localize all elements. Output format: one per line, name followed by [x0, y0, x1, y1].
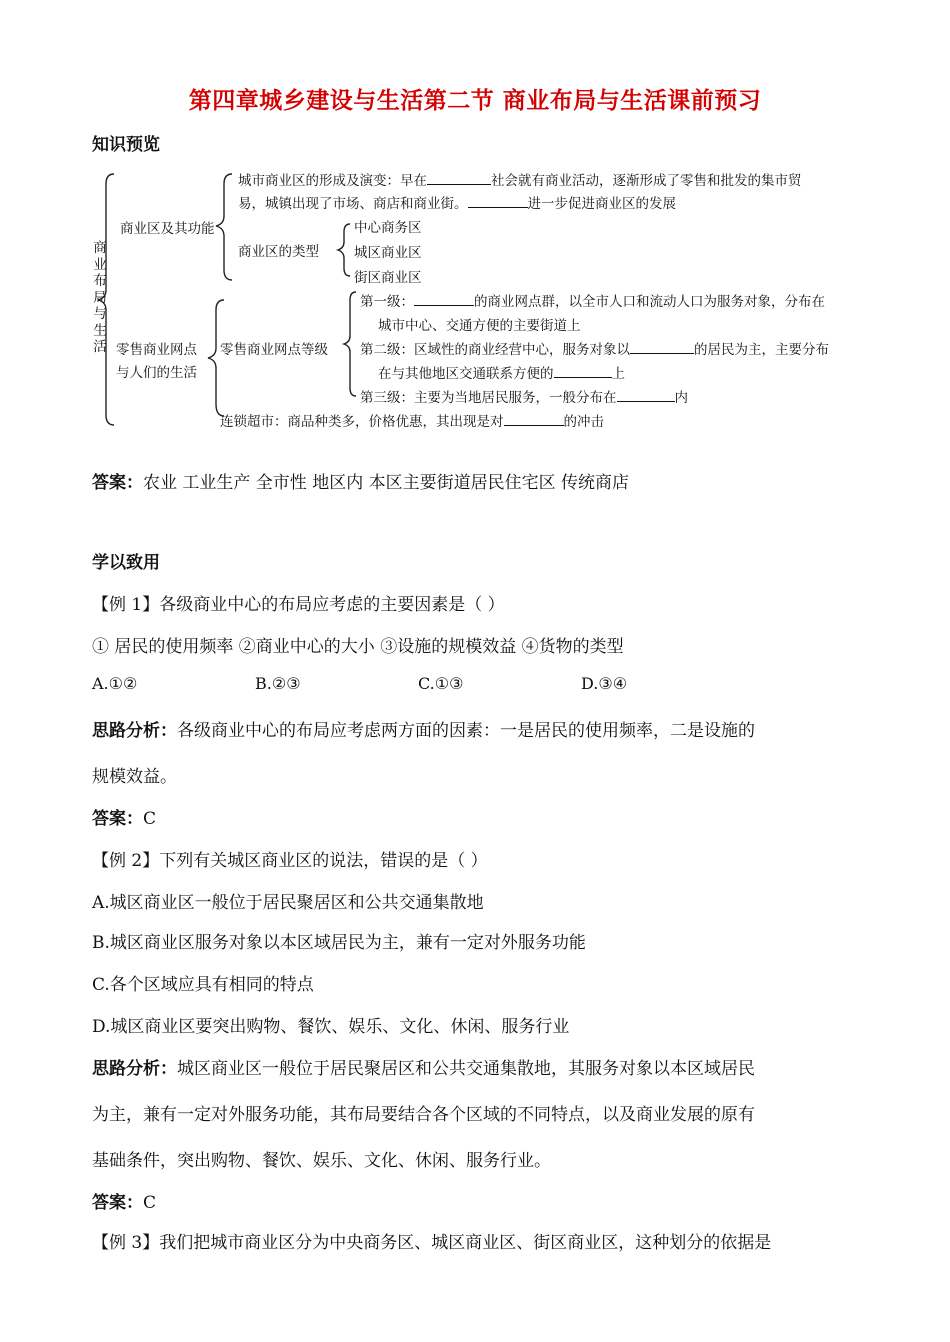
answer-1: 答案：农业 工业生产 全市性 地区内 本区主要街道居民住宅区 传统商店: [92, 473, 630, 493]
ex1-analysis-2: 规模效益。: [92, 767, 177, 787]
types-label: 商业区的类型: [238, 244, 319, 260]
ex3-question: 【例 3】我们把城市商业区分为中央商务区、城区商业区、街区商业区，这种划分的依据是: [92, 1233, 772, 1253]
level1-line1: 第一级： 的商业网点群，以全市人口和流动人口为服务对象，分布在: [360, 290, 825, 310]
ex1-items: ① 居民的使用频率 ②商业中心的大小 ③设施的规模效益 ④货物的类型: [92, 637, 624, 657]
ex2-option-b: B.城区商业区服务对象以本区域居民为主，兼有一定对外服务功能: [92, 933, 586, 953]
preview-heading: 知识预览: [92, 135, 160, 155]
knowledge-diagram: [92, 160, 892, 440]
ex1-option-a: A.①②: [92, 674, 138, 693]
ex1-analysis-1: 思路分析：各级商业中心的布局应考虑两方面的因素：一是居民的使用频率，二是设施的: [92, 721, 755, 741]
ex2-option-a: A.城区商业区一般位于居民聚居区和公共交通集散地: [92, 893, 484, 913]
page-title: 第四章城乡建设与生活第二节 商业布局与生活课前预习: [188, 88, 762, 114]
level2-line2: 在与其他地区交通联系方便的 上: [378, 362, 625, 382]
branch-retail-line1: 零售商业网点: [116, 342, 197, 358]
level2-line1: 第二级：区域性的商业经营中心，服务对象以 的居民为主，主要分布: [360, 338, 829, 358]
ex2-analysis-1: 思路分析：城区商业区一般位于居民聚居区和公共交通集散地，其服务对象以本区域居民: [92, 1059, 755, 1079]
level3-line: 第三级：主要为当地居民服务，一般分布在 内: [360, 386, 688, 406]
ex2-option-c: C.各个区域应具有相同的特点: [92, 975, 314, 995]
type-district: 城区商业区: [354, 245, 422, 261]
diagram-root: 商 业 布 局 与 生 活: [93, 240, 107, 355]
ex2-analysis-3: 基础条件，突出购物、餐饮、娱乐、文化、休闲、服务行业。: [92, 1151, 551, 1171]
ex2-answer: 答案：C: [92, 1193, 157, 1213]
ex2-analysis-2: 为主，兼有一定对外服务功能，其布局要结合各个区域的不同特点，以及商业发展的原有: [92, 1105, 755, 1125]
formation-line-2: 易，城镇出现了市场、商店和商业街。 进一步促进商业区的发展: [238, 192, 676, 212]
ex1-answer: 答案：C: [92, 809, 157, 829]
ex1-question: 【例 1】各级商业中心的布局应考虑的主要因素是（ ）: [92, 595, 505, 615]
ex1-option-b: B.②③: [255, 674, 301, 693]
level1-line2: 城市中心、交通方便的主要街道上: [378, 318, 581, 334]
levels-label: 零售商业网点等级: [220, 342, 328, 358]
ex1-option-d: D.③④: [581, 674, 628, 693]
type-street: 街区商业区: [354, 270, 422, 286]
chain-supermarket-line: 连锁超市：商品种类多，价格优惠，其出现是对 的冲击: [220, 410, 604, 430]
apply-heading: 学以致用: [92, 553, 160, 573]
ex1-option-c: C.①③: [418, 674, 464, 693]
branch-commercial-area: 商业区及其功能: [120, 221, 215, 237]
branch-retail-line2: 与人们的生活: [116, 365, 197, 381]
formation-line-1: 城市商业区的形成及演变：早在 社会就有商业活动，逐渐形成了零售和批发的集市贸: [238, 169, 802, 189]
ex2-question: 【例 2】下列有关城区商业区的说法，错误的是（ ）: [92, 851, 488, 871]
type-cbd: 中心商务区: [354, 220, 422, 236]
ex2-option-d: D.城区商业区要突出购物、餐饮、娱乐、文化、休闲、服务行业: [92, 1017, 570, 1037]
